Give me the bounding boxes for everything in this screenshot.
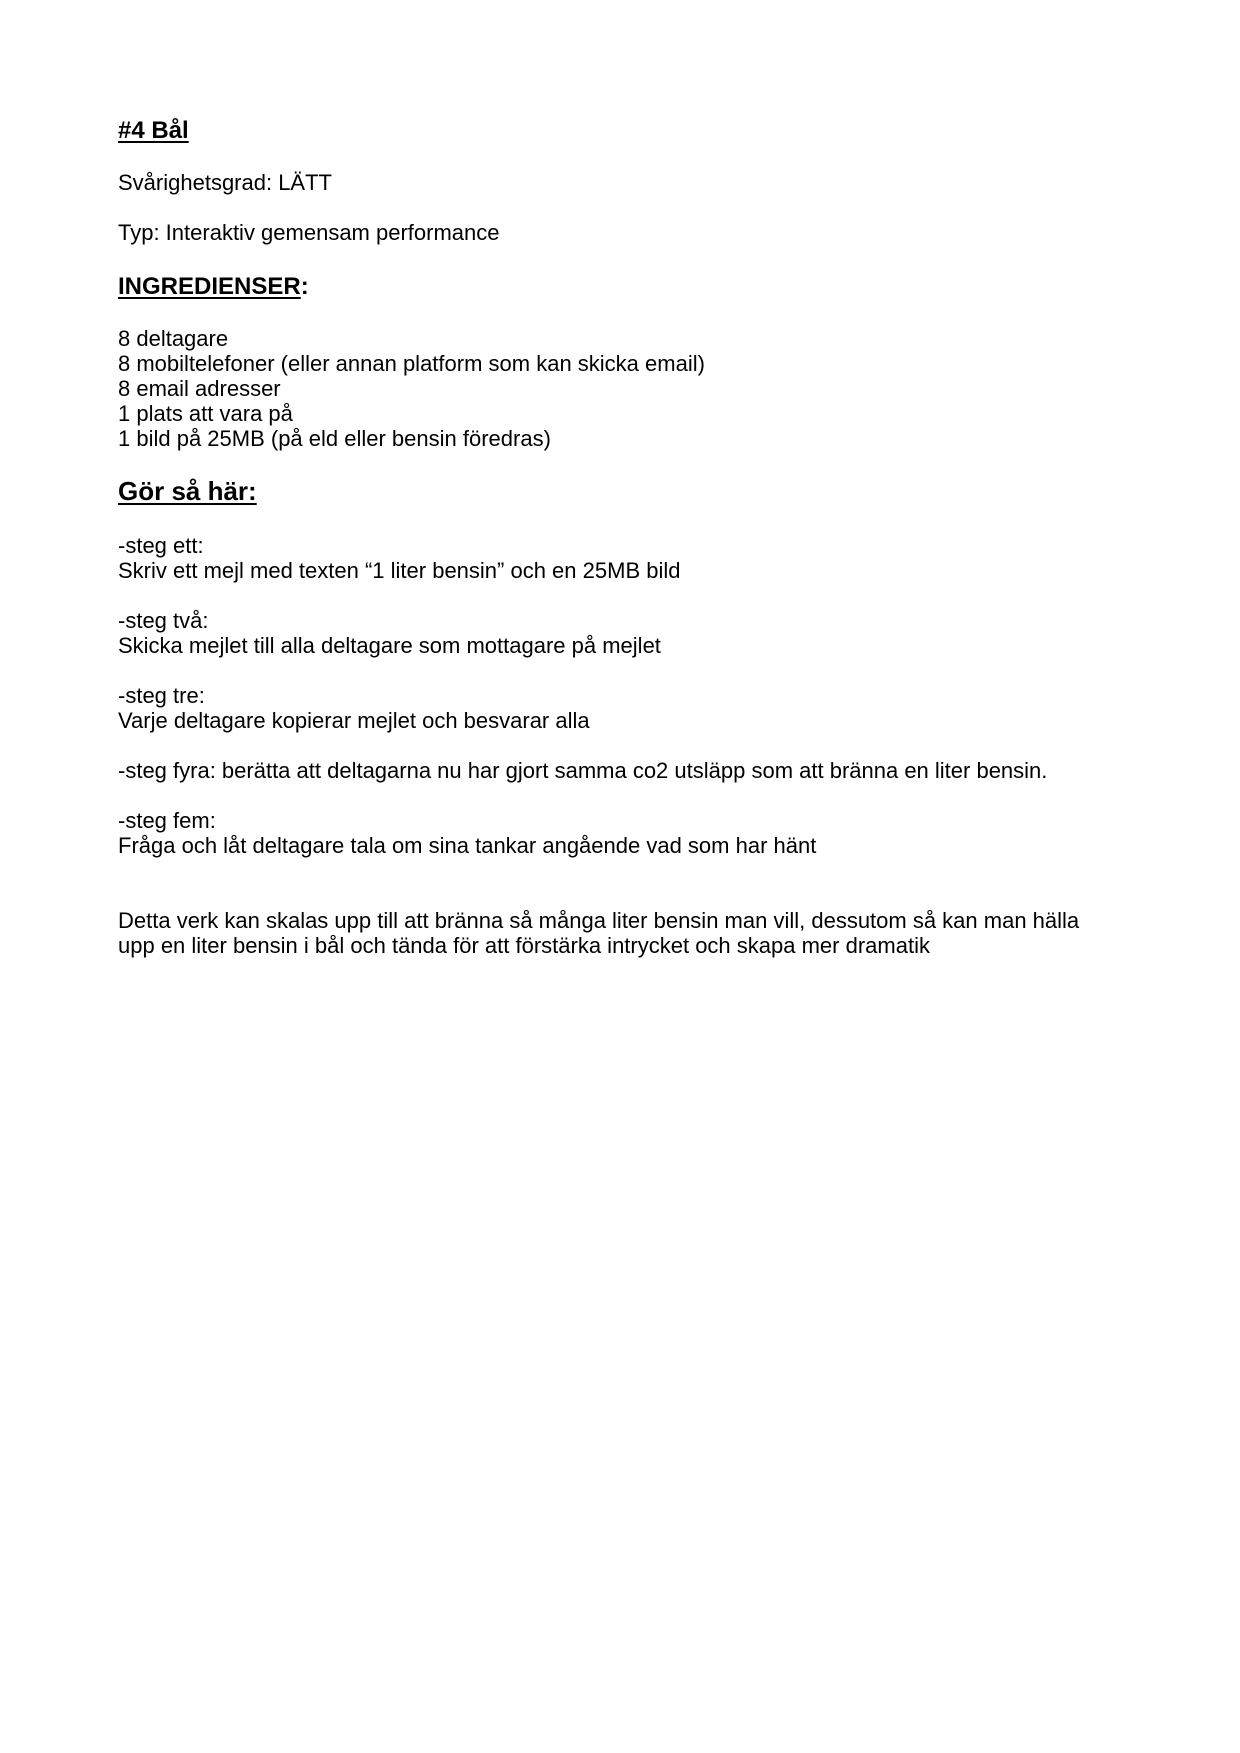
ingredient-item: 8 email adresser — [118, 376, 281, 401]
difficulty-line: Svårighetsgrad: LÄTT — [118, 170, 332, 195]
type-line: Typ: Interaktiv gemensam performance — [118, 220, 500, 245]
ingredient-item: 8 deltagare — [118, 326, 229, 351]
step-label: -steg tre: — [118, 683, 205, 708]
ingredient-item: 1 bild på 25MB (på eld eller bensin föredras) — [118, 426, 551, 451]
step-label: -steg fyra: berätta att deltagarna nu har gjort samma co2 utsläpp som att bränna en liter bensin. — [118, 758, 1048, 783]
closing-paragraph-line: Detta verk kan skalas upp till att bränna så många liter bensin man vill, dessutom så kan man hälla — [118, 908, 1080, 933]
step-text: Skicka mejlet till alla deltagare som mottagare på mejlet — [118, 633, 661, 658]
step-text: Fråga och låt deltagare tala om sina tankar angående vad som har hänt — [118, 833, 817, 858]
step-label: -steg två: — [118, 608, 209, 633]
step-label: -steg fem: — [118, 808, 216, 833]
ingredients-heading — [118, 274, 309, 299]
ingredients-heading-text: INGREDIENSER — [118, 273, 301, 300]
step-text: Varje deltagare kopierar mejlet och besvarar alla — [118, 708, 590, 733]
document-title: #4 Bål — [118, 117, 189, 144]
closing-paragraph-line: upp en liter bensin i bål och tända för att förstärka intrycket och skapa mer dramatik — [118, 933, 930, 958]
instructions-heading: Gör så här: — [118, 476, 257, 506]
ingredients-heading-colon: : — [300, 273, 309, 300]
step-text: Skriv ett mejl med texten “1 liter bensin” och en 25MB bild — [118, 558, 681, 583]
ingredient-item: 1 plats att vara på — [118, 401, 293, 426]
step-label: -steg ett: — [118, 533, 204, 558]
ingredient-item: 8 mobiltelefoner (eller annan platform som kan skicka email) — [118, 351, 705, 376]
